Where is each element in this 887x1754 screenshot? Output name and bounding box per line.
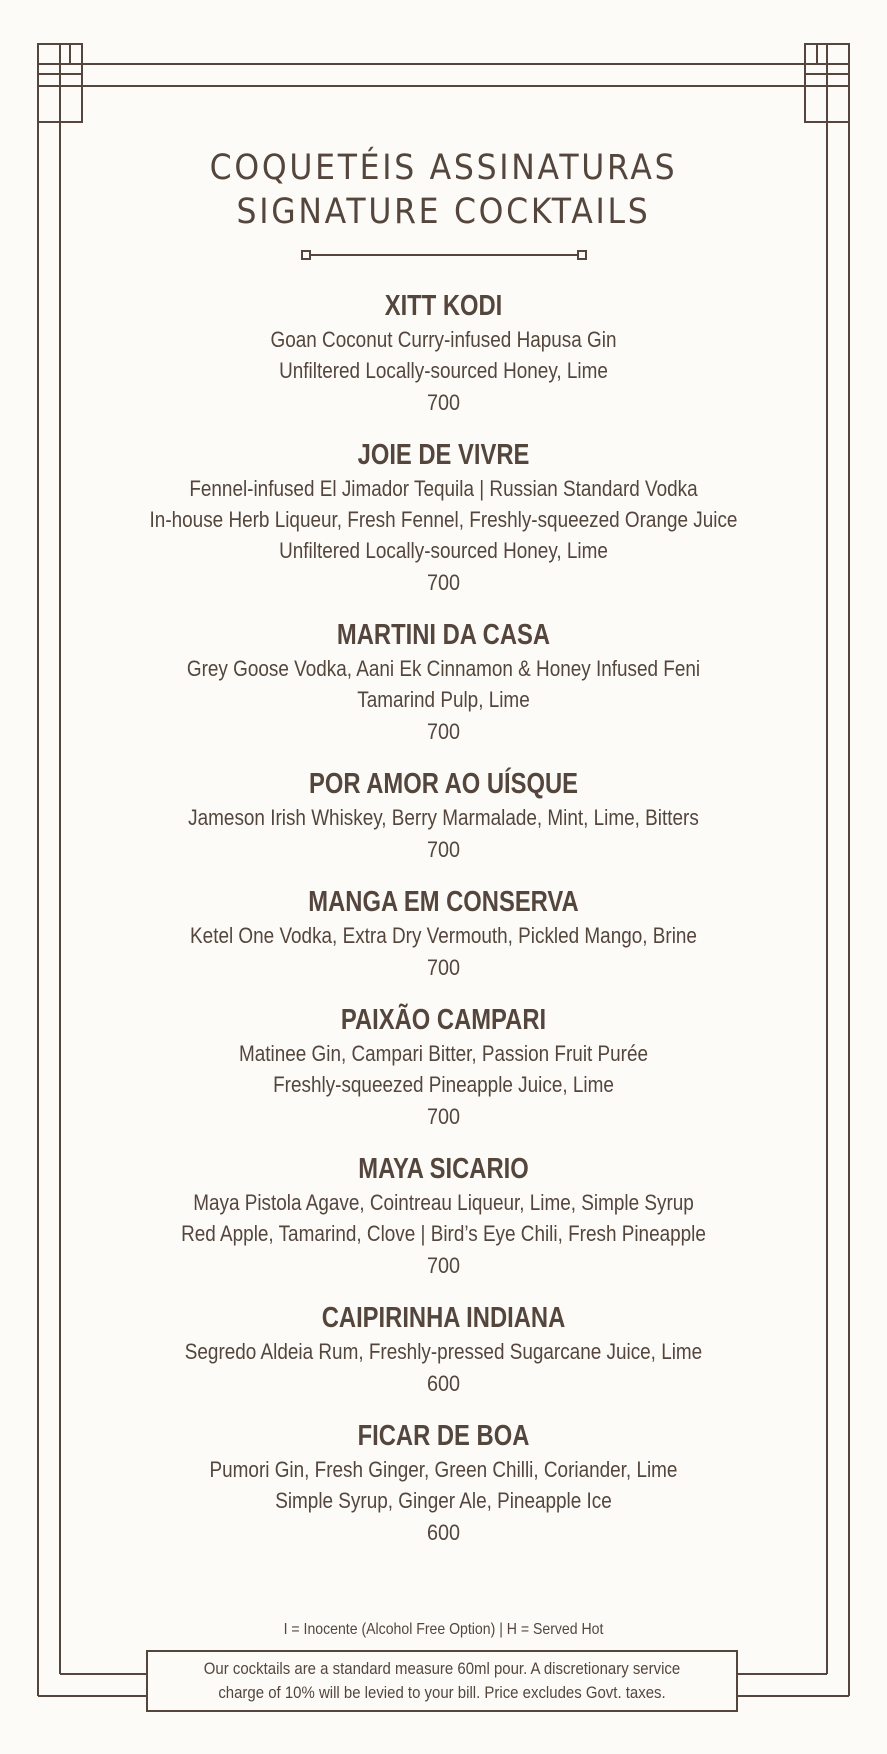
item-price: 700 (426, 837, 461, 862)
menu-item (60, 288, 827, 419)
item-price: 600 (426, 1520, 461, 1545)
item-name: MARTINI DA CASA (336, 619, 551, 651)
item-price: 700 (426, 1253, 461, 1278)
item-name: JOIE DE VIVRE (357, 439, 530, 471)
menu-title-english: SIGNATURE COCKTAILS (236, 192, 651, 232)
legend-text: I = Inocente (Alcohol Free Option) | H = Served Hot (283, 1621, 604, 1638)
service-note-line-1: Our cocktails are a standard measure 60ml pour. A discretionary service (203, 1659, 681, 1678)
item-description: Grey Goose Vodka, Aani Ek Cinnamon & Honey Infused Feni (186, 656, 701, 681)
item-name: XITT KODI (384, 290, 503, 322)
item-name: PAIXÃO CAMPARI (340, 1004, 547, 1036)
item-description: Tamarind Pulp, Lime (357, 687, 530, 712)
item-name: MANGA EM CONSERVA (308, 886, 579, 918)
item-price: 700 (426, 390, 461, 415)
item-price: 700 (426, 955, 461, 980)
item-description: Unfiltered Locally-sourced Honey, Lime (279, 358, 608, 383)
item-description: Freshly-squeezed Pineapple Juice, Lime (273, 1072, 614, 1097)
title-divider (284, 244, 604, 266)
item-price: 600 (426, 1371, 461, 1396)
service-note (146, 1650, 738, 1712)
cocktail-list (60, 288, 827, 1549)
item-description: In-house Herb Liqueur, Fresh Fennel, Freshly-squeezed Orange Juice (149, 507, 738, 532)
menu-item (60, 617, 827, 748)
item-name: POR AMOR AO UÍSQUE (308, 768, 579, 800)
item-price: 700 (426, 1104, 461, 1129)
item-description: Goan Coconut Curry-infused Hapusa Gin (270, 327, 617, 352)
item-description: Unfiltered Locally-sourced Honey, Lime (279, 538, 608, 563)
menu-item (60, 1002, 827, 1133)
item-description: Segredo Aldeia Rum, Freshly-pressed Sugarcane Juice, Lime (184, 1339, 703, 1364)
menu-item (60, 1418, 827, 1549)
item-description: Pumori Gin, Fresh Ginger, Green Chilli, Coriander, Lime (209, 1457, 678, 1482)
item-name: MAYA SICARIO (358, 1153, 529, 1185)
item-price: 700 (426, 719, 461, 744)
menu-item (60, 1151, 827, 1282)
menu-content (60, 146, 827, 1567)
item-description: Matinee Gin, Campari Bitter, Passion Fruit Purée (238, 1041, 649, 1066)
item-name: FICAR DE BOA (357, 1420, 530, 1452)
item-price: 700 (426, 570, 461, 595)
item-description: Fennel-infused El Jimador Tequila | Russian Standard Vodka (189, 476, 698, 501)
menu-item (60, 884, 827, 984)
menu-item (60, 437, 827, 599)
item-name: CAIPIRINHA INDIANA (321, 1302, 566, 1334)
menu-title-portuguese: COQUETÉIS ASSINATURAS (209, 148, 678, 188)
item-description: Maya Pistola Agave, Cointreau Liqueur, Lime, Simple Syrup (193, 1190, 694, 1215)
item-description: Simple Syrup, Ginger Ale, Pineapple Ice (275, 1488, 612, 1513)
item-description: Ketel One Vodka, Extra Dry Vermouth, Pickled Mango, Brine (190, 923, 697, 948)
service-note-line-2: charge of 10% will be levied to your bill. Price excludes Govt. taxes. (218, 1683, 666, 1702)
menu-item (60, 766, 827, 866)
item-description: Red Apple, Tamarind, Clove | Bird’s Eye Chili, Fresh Pineapple (181, 1221, 706, 1246)
menu-item (60, 1300, 827, 1400)
item-description: Jameson Irish Whiskey, Berry Marmalade, Mint, Lime, Bitters (188, 805, 699, 830)
